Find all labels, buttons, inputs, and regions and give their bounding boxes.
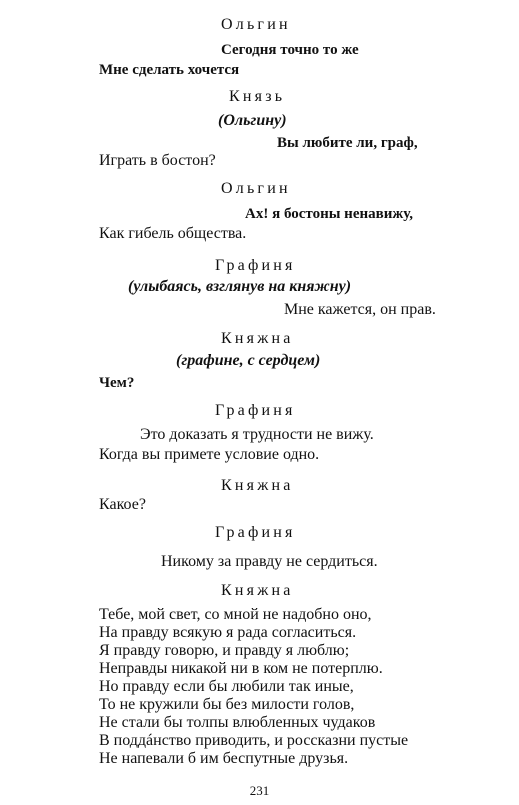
verse-line: Когда вы примете условие одно.: [99, 446, 320, 463]
verse-line: Тебе, мой свет, со мной не надобно оно,: [99, 606, 372, 623]
page-number: 231: [249, 783, 270, 798]
speaker-name: Ольгин: [221, 16, 291, 33]
verse-line: Но правду если бы любили так иные,: [99, 678, 354, 695]
speaker-name: Ольгин: [221, 180, 291, 197]
verse-line: Как гибель общества.: [99, 225, 247, 242]
verse-line: Сегодня точно то же: [221, 42, 359, 58]
verse-line: Чем?: [99, 375, 135, 391]
verse-line: Мне сделать хочется: [99, 62, 240, 78]
verse-line: Никому за правду не сердиться.: [161, 553, 378, 570]
verse-line: Не напевали б им беспутные друзья.: [99, 750, 349, 767]
speaker-name: Графиня: [215, 257, 296, 274]
verse-line: Мне кажется, он прав.: [284, 301, 436, 318]
verse-line: То не кружили бы без милости голов,: [99, 696, 355, 713]
verse-line: В поддáнство приводить, и россказни пустые: [99, 732, 409, 749]
stage-direction: (графине, с сердцем): [176, 352, 321, 369]
speaker-name: Графиня: [215, 524, 296, 541]
stage-direction: (Ольгину): [218, 112, 287, 129]
verse-line: Играть в бостон?: [99, 152, 216, 169]
speaker-name: Князь: [229, 88, 286, 105]
speaker-name: Графиня: [215, 402, 296, 419]
verse-line: Вы любите ли, граф,: [277, 135, 418, 151]
verse-line: Это доказать я трудности не вижу.: [140, 426, 374, 443]
speaker-name: Княжна: [221, 477, 294, 494]
verse-line: Не стали бы толпы влюбленных чудаков: [99, 714, 376, 731]
verse-line: Я правду говорю, и правду я люблю;: [99, 642, 350, 659]
verse-line: На правду всякую я рада согласиться.: [99, 624, 357, 641]
speaker-name: Княжна: [221, 330, 294, 347]
stage-direction: (улыбаясь, взглянув на княжну): [128, 278, 352, 295]
verse-line: Неправды никакой ни в ком не потерплю.: [99, 660, 383, 677]
speaker-name: Княжна: [221, 582, 294, 599]
verse-line: Какое?: [99, 496, 146, 513]
verse-line: Ах! я бостоны ненавижу,: [245, 206, 413, 222]
